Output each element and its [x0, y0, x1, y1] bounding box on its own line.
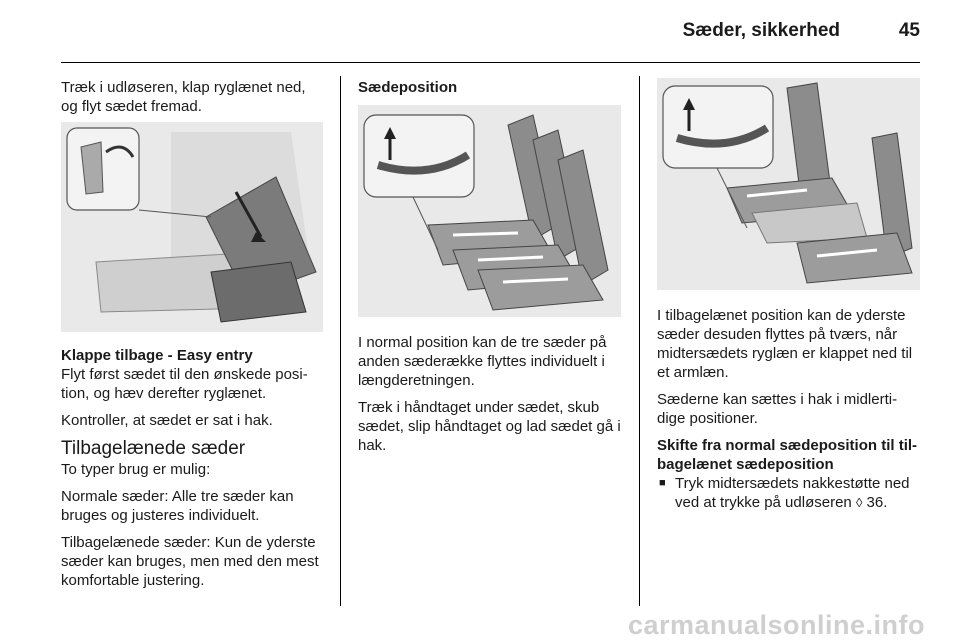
- bullet-text-wrap: [675, 474, 920, 512]
- reclined-seats-text: Tilbagelænede sæder: Kun de yderste sæder kan bruges, men med den mest komfortable justering.: [61, 534, 319, 589]
- normal-seats-text: Normale sæder: Alle tre sæder kan bruges og justeres individuelt.: [61, 488, 294, 524]
- page-number: 45: [898, 20, 920, 41]
- easy-entry-text: Flyt først sædet til den ønskede position, og hæv derefter ryglænet.: [61, 366, 308, 402]
- reclined-position-svg: [657, 78, 920, 290]
- page-header-title: Sæder, sikkerhed: [682, 20, 840, 41]
- types-text: To typer brug er mulig:: [61, 461, 211, 478]
- normal-position-text: I normal position kan de tre sæder på anden sæderække flyttes individuelt i længderetningen.: [358, 334, 607, 389]
- column-2: [358, 78, 621, 463]
- header-divider: [61, 62, 920, 63]
- switch-position-heading: Skifte fra normal sædeposition til tilbagelænet sædeposition: [657, 437, 918, 473]
- easy-entry-illustration: [61, 122, 323, 332]
- column-3: [657, 78, 920, 512]
- square-bullet-icon: ■: [659, 477, 666, 489]
- reclined-transverse-text: I tilbagelænet position kan de yderste sæder desuden flyttes på tværs, når midtersædets ryglæn er klappet ned til et armlæn.: [657, 307, 913, 381]
- bullet-text: Tryk midtersædets nakkestøtte ned ved at trykke på udløseren: [675, 475, 910, 511]
- check-text: Kontroller, at sædet er sat i hak.: [61, 412, 273, 429]
- intro-paragraph: Træk i udløseren, klap ryglænet ned, og flyt sædet fremad.: [61, 79, 306, 115]
- reclined-position-illustration: [657, 78, 920, 290]
- easy-entry-heading: Klappe tilbage - Easy entry: [61, 347, 253, 364]
- column-divider-left: [340, 76, 341, 606]
- page-reference-link[interactable]: 36.: [866, 494, 888, 511]
- section-heading: Tilbagelænede sæder: [61, 438, 246, 459]
- watermark-url: carmanualsonline.info: [627, 610, 925, 640]
- seat-position-illustration: [358, 105, 621, 317]
- adjust-instructions-text: Træk i håndtaget under sædet, skub sædet, slip håndtaget og lad sædet gå i hak.: [358, 399, 621, 454]
- temporary-positions-text: Sæderne kan sættes i hak i midlertidige positioner.: [657, 391, 898, 427]
- page-reference-icon: ◊: [855, 495, 863, 510]
- column-divider-right: [639, 76, 640, 606]
- column-1: [61, 78, 323, 598]
- seat-position-svg: [358, 105, 621, 317]
- seat-position-heading: Sædeposition: [358, 79, 458, 96]
- instruction-bullet: [657, 474, 920, 512]
- easy-entry-svg: [61, 122, 323, 332]
